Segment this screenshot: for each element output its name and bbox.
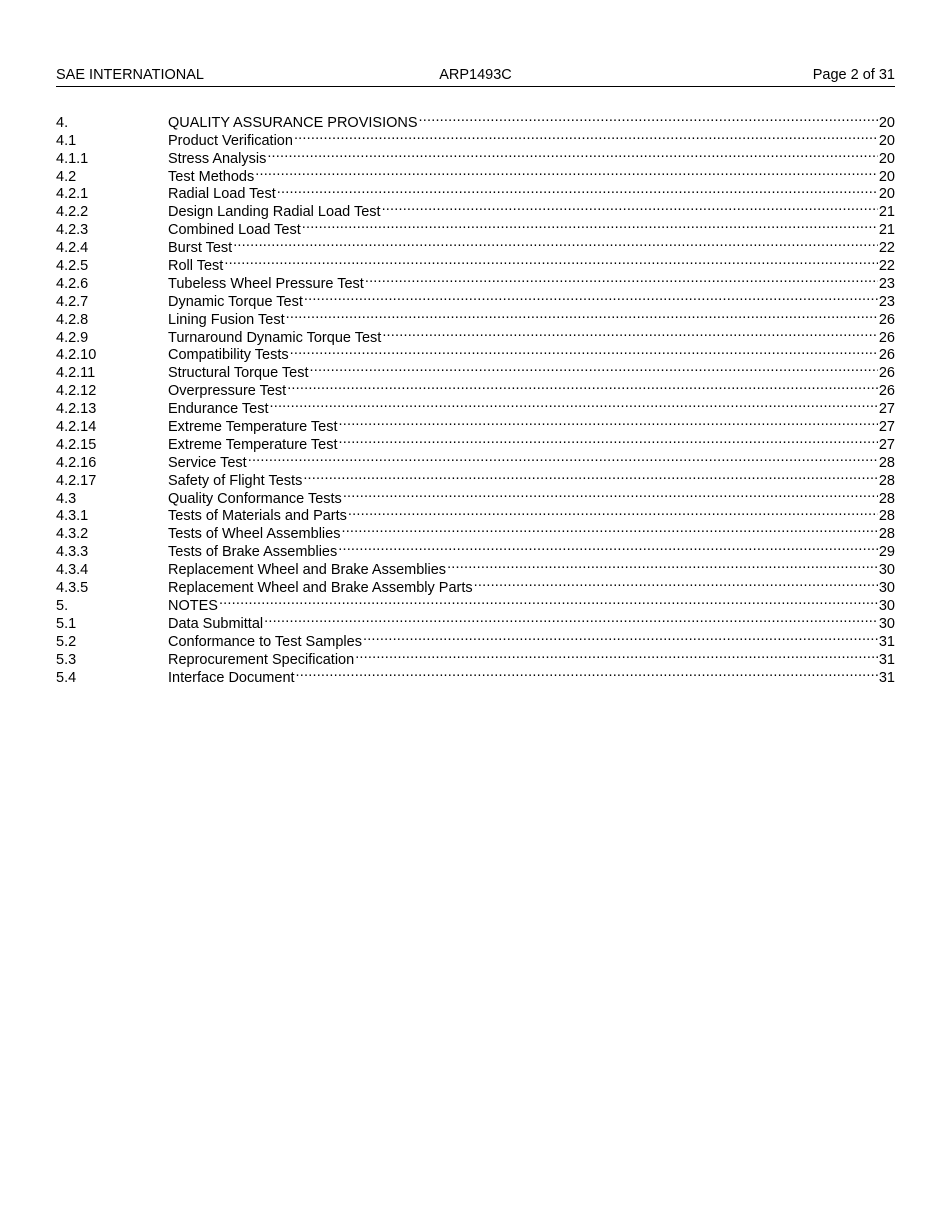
toc-page-number: 21	[878, 222, 895, 239]
toc-page-number: 22	[878, 258, 895, 275]
toc-page-number: 27	[878, 401, 895, 418]
toc-dot-leader	[339, 431, 878, 449]
toc-section-title: Interface Document	[168, 669, 295, 686]
toc-section-number: 4.2.17	[56, 472, 97, 489]
toc-dot-leader	[302, 216, 878, 234]
toc-section-title: NOTES	[168, 597, 218, 614]
toc-section-title: Compatibility Tests	[168, 347, 289, 364]
toc-page-number: 30	[878, 562, 895, 579]
toc-section-title: Turnaround Dynamic Torque Test	[168, 329, 382, 346]
toc-dot-leader	[224, 252, 878, 270]
toc-section-title: Service Test	[168, 454, 247, 471]
toc-section-title: Tests of Wheel Assemblies	[168, 526, 341, 543]
toc-dot-leader	[447, 556, 878, 574]
toc-page-number: 20	[878, 150, 895, 167]
toc-section-title: Data Submittal	[168, 615, 264, 632]
toc-page-number: 20	[878, 132, 895, 149]
toc-dot-leader	[304, 288, 878, 306]
toc-dot-leader	[474, 574, 878, 592]
toc-dot-leader	[264, 610, 878, 628]
toc-section-title: Replacement Wheel and Brake Assembly Parts	[168, 580, 473, 597]
toc-section-title: Stress Analysis	[168, 150, 267, 167]
toc-section-number: 4.2.13	[56, 401, 97, 418]
toc-dot-leader	[287, 377, 878, 395]
toc-section-title: Dynamic Torque Test	[168, 293, 303, 310]
toc-section-number: 5.	[56, 597, 69, 614]
toc-section-number: 4.	[56, 114, 69, 131]
toc-section-number: 4.2.6	[56, 275, 89, 292]
toc-dot-leader	[339, 413, 878, 431]
toc-page-number: 26	[878, 347, 895, 364]
toc-section-title: Reprocurement Specification	[168, 651, 355, 668]
toc-section-number: 4.3.2	[56, 526, 89, 543]
page-header	[56, 66, 895, 87]
toc-dot-leader	[233, 234, 878, 252]
toc-dot-leader	[303, 467, 878, 485]
header-page-number: Page 2 of 31	[812, 67, 895, 83]
toc-dot-leader	[267, 145, 878, 163]
toc-page-number: 21	[878, 204, 895, 221]
toc-section-title: Combined Load Test	[168, 222, 301, 239]
toc-section-number: 4.2.7	[56, 293, 89, 310]
toc-page-number: 28	[878, 472, 895, 489]
toc-section-number: 4.2.11	[56, 365, 96, 382]
toc-dot-leader	[382, 324, 878, 342]
toc-dot-leader	[248, 449, 878, 467]
toc-section-number: 4.2.9	[56, 329, 89, 346]
header-organization: SAE INTERNATIONAL	[56, 67, 204, 83]
toc-page-number: 27	[878, 419, 895, 436]
toc-page-number: 23	[878, 275, 895, 292]
toc-dot-leader	[219, 592, 878, 610]
toc-dot-leader	[277, 181, 878, 199]
toc-section-title: Endurance Test	[168, 401, 269, 418]
toc-section-number: 4.2.8	[56, 311, 89, 328]
toc-section-number: 4.2	[56, 168, 77, 185]
toc-section-number: 4.3.5	[56, 580, 89, 597]
toc-page-number: 23	[878, 293, 895, 310]
toc-section-number: 4.1	[56, 132, 77, 149]
header-document-number: ARP1493C	[439, 67, 512, 83]
toc-page-number: 31	[878, 669, 895, 686]
toc-section-title: Design Landing Radial Load Test	[168, 204, 381, 221]
toc-section-title: Overpressure Test	[168, 383, 287, 400]
toc-page-number: 26	[878, 365, 895, 382]
toc-page-number: 28	[878, 508, 895, 525]
toc-page-number: 20	[878, 114, 895, 131]
toc-section-number: 4.2.14	[56, 419, 97, 436]
toc-section-number: 4.3.3	[56, 544, 89, 561]
toc-section-number: 4.3.4	[56, 562, 89, 579]
toc-section-number: 4.2.15	[56, 436, 97, 453]
toc-dot-leader	[343, 485, 878, 503]
toc-section-number: 5.3	[56, 651, 77, 668]
toc-page-number: 30	[878, 615, 895, 632]
toc-page-number: 28	[878, 526, 895, 543]
toc-page-number: 26	[878, 311, 895, 328]
toc-section-title: Burst Test	[168, 240, 233, 257]
toc-section-title: Conformance to Test Samples	[168, 633, 362, 650]
toc-page-number: 20	[878, 168, 895, 185]
toc-dot-leader	[341, 520, 877, 538]
toc-section-title: Product Verification	[168, 132, 293, 149]
toc-dot-leader	[382, 198, 878, 216]
toc-dot-leader	[338, 538, 878, 556]
toc-section-number: 4.2.12	[56, 383, 97, 400]
toc-page-number: 27	[878, 436, 895, 453]
toc-section-title: Structural Torque Test	[168, 365, 309, 382]
toc-section-title: Tests of Brake Assemblies	[168, 544, 338, 561]
toc-section-title: Test Methods	[168, 168, 255, 185]
toc-section-title: Tests of Materials and Parts	[168, 508, 347, 525]
toc-page-number: 31	[878, 651, 895, 668]
toc-section-title: QUALITY ASSURANCE PROVISIONS	[168, 114, 418, 131]
toc-section-number: 5.1	[56, 615, 77, 632]
toc-dot-leader	[348, 503, 878, 521]
toc-section-title: Tubeless Wheel Pressure Test	[168, 275, 364, 292]
toc-dot-leader	[363, 628, 878, 646]
toc-page-number: 28	[878, 454, 895, 471]
toc-page-number: 22	[878, 240, 895, 257]
toc-section-number: 4.2.4	[56, 240, 89, 257]
toc-dot-leader	[310, 359, 878, 377]
toc-section-number: 4.1.1	[56, 150, 89, 167]
toc-dot-leader	[355, 646, 878, 664]
toc-page-number: 26	[878, 383, 895, 400]
table-of-contents	[56, 109, 895, 686]
toc-section-title: Quality Conformance Tests	[168, 490, 342, 507]
toc-section-title: Safety of Flight Tests	[168, 472, 303, 489]
toc-section-number: 4.2.2	[56, 204, 89, 221]
toc-dot-leader	[296, 664, 878, 682]
toc-page-number: 20	[878, 186, 895, 203]
toc-dot-leader	[294, 127, 878, 145]
toc-dot-leader	[270, 395, 878, 413]
toc-section-title: Radial Load Test	[168, 186, 276, 203]
toc-dot-leader	[365, 270, 878, 288]
toc-section-number: 4.3	[56, 490, 77, 507]
toc-page-number: 30	[878, 580, 895, 597]
toc-page-number: 26	[878, 329, 895, 346]
toc-section-number: 5.2	[56, 633, 77, 650]
toc-entry[interactable]	[56, 109, 895, 131]
toc-page-number: 29	[878, 544, 895, 561]
toc-dot-leader	[419, 109, 878, 127]
toc-section-number: 4.2.10	[56, 347, 97, 364]
toc-section-title: Replacement Wheel and Brake Assemblies	[168, 562, 447, 579]
toc-section-number: 4.2.3	[56, 222, 89, 239]
toc-section-title: Roll Test	[168, 258, 224, 275]
toc-section-title: Lining Fusion Test	[168, 311, 285, 328]
toc-section-number: 5.4	[56, 669, 77, 686]
toc-dot-leader	[290, 342, 878, 360]
toc-section-number: 4.2.5	[56, 258, 89, 275]
toc-section-title: Extreme Temperature Test	[168, 436, 338, 453]
toc-section-number: 4.2.16	[56, 454, 97, 471]
toc-page-number: 28	[878, 490, 895, 507]
toc-page-number: 30	[878, 597, 895, 614]
toc-section-title: Extreme Temperature Test	[168, 419, 338, 436]
toc-dot-leader	[286, 306, 878, 324]
toc-dot-leader	[255, 163, 878, 181]
toc-section-number: 4.2.1	[56, 186, 89, 203]
toc-page-number: 31	[878, 633, 895, 650]
toc-section-number: 4.3.1	[56, 508, 89, 525]
